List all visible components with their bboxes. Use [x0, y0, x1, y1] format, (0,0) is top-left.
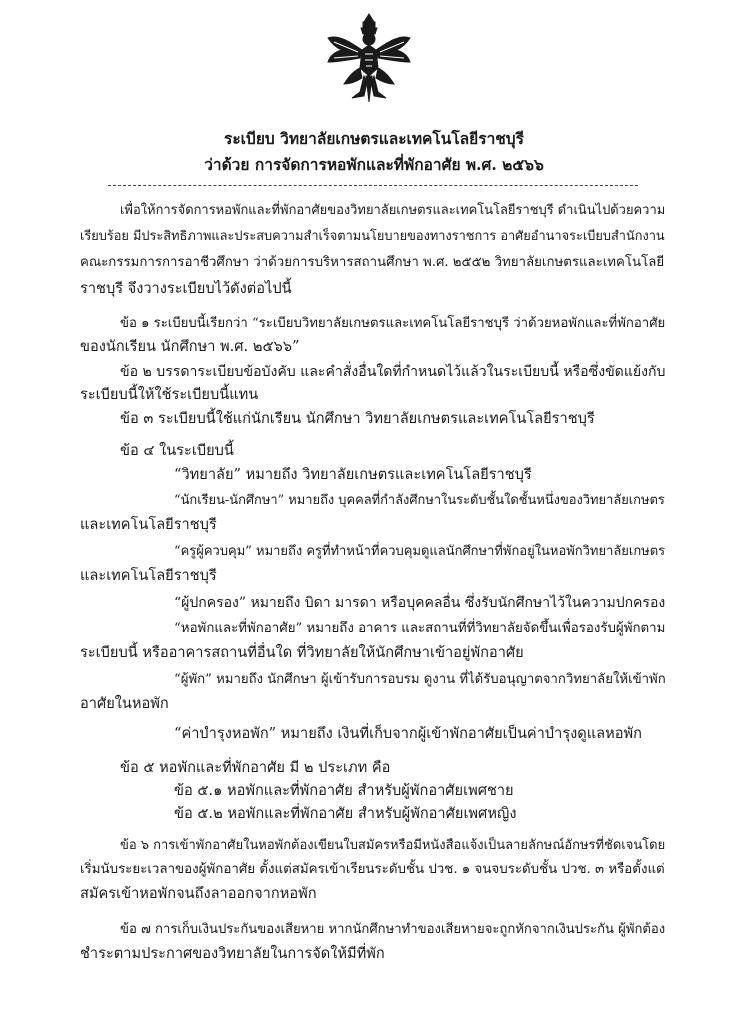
definition-line: “ผู้ปกครอง” หมายถึง บิดา มารดา หรือบุคคลอื่น ซึ่งรับนักศึกษาไว้ในความปกครอง	[174, 595, 666, 611]
definition-line: และเทคโนโลยีราชบุรี	[80, 516, 217, 533]
clause-5-item: ข้อ ๕.๑ หอพักและที่พักอาศัย สำหรับผู้พักอาศัยเพศชาย	[174, 782, 514, 799]
clause-5-heading: ข้อ ๕ หอพักและที่พักอาศัย มี ๒ ประเภท คือ	[120, 759, 391, 776]
definition-line: “ครูผู้ควบคุม” หมายถึง ครูที่ทำหน้าที่ควบคุมดูแลนักศึกษาที่พักอยู่ในหอพักวิทยาลัยเกษตร	[174, 544, 666, 559]
definition-line: และเทคโนโลยีราชบุรี	[80, 567, 217, 584]
definition-line: “ผู้พัก” หมายถึง นักศึกษา ผู้เข้ารับการอบรม ดูงาน ที่ได้รับอนุญาตจากวิทยาลัยให้เข้าพัก	[174, 672, 666, 687]
clause-5-item: ข้อ ๕.๒ หอพักและที่พักอาศัย สำหรับผู้พักอาศัยเพศหญิง	[174, 805, 517, 822]
preamble-line: เรียบร้อย มีประสิทธิภาพและประสบความสำเร็จตามนโยบายของทางราชการ อาศัยอำนาจระเบียบสำนักงาน	[80, 229, 665, 244]
garuda-emblem-icon	[324, 12, 414, 104]
preamble-line: ราชบุรี จึงวางระเบียบไว้ดังต่อไปนี้	[80, 280, 292, 297]
definition-line: อาศัยในหอพัก	[80, 695, 169, 712]
definition-line: “ค่าบำรุงหอพัก” หมายถึง เงินที่เก็บจากผู้เข้าพักอาศัยเป็นค่าบำรุงดูแลหอพัก	[174, 725, 642, 742]
preamble-line: เพื่อให้การจัดการหอพักและที่พักอาศัยของวิทยาลัยเกษตรและเทคโนโลยีราชบุรี ดำเนินไปด้วยความ	[120, 203, 666, 218]
definition-line: “วิทยาลัย” หมายถึง วิทยาลัยเกษตรและเทคโนโลยีราชบุรี	[174, 466, 532, 483]
definition-line: “นักเรียน-นักศึกษา” หมายถึง บุคคลที่กำลังศึกษาในระดับชั้นใดชั้นหนึ่งของวิทยาลัยเกษตร	[174, 493, 665, 508]
definition-line: “หอพักและที่พักอาศัย” หมายถึง อาคาร และสถานที่ที่วิทยาลัยจัดขึ้นเพื่อรองรับผู้พักตาม	[174, 621, 666, 636]
clause-1-line: ข้อ ๑ ระเบียบนี้เรียกว่า “ระเบียบวิทยาลัยเกษตรและเทคโนโลยีราชบุรี ว่าด้วยหอพักและที่พักอาศัย	[120, 316, 666, 331]
regulation-subtitle: ว่าด้วย การจัดการหอพักและที่พักอาศัย พ.ศ. ๒๕๖๖	[204, 155, 544, 174]
clause-2-line: ข้อ ๒ บรรดาระเบียบข้อบังคับ และคำสั่งอื่นใดที่กำหนดไว้แล้วในระเบียบนี้ หรือซึ่งขัดแย้งกับ	[120, 364, 666, 380]
clause-6-line: เริ่มนับระยะเวลาของผู้พักอาศัย ตั้งแต่สมัครเข้าเรียนระดับชั้น ปวช. ๑ จนจบระดับชั้น ปวช. ๓ หรือตั้งแต่	[80, 862, 665, 877]
regulation-title: ระเบียบ วิทยาลัยเกษตรและเทคโนโลยีราชบุรี	[224, 129, 524, 148]
clause-1-line: ของนักเรียน นักศึกษา พ.ศ. ๒๕๖๖”	[80, 338, 300, 355]
clause-3-line: ข้อ ๓ ระเบียบนี้ใช้แก่นักเรียน นักศึกษา วิทยาลัยเกษตรและเทคโนโลยีราชบุรี	[120, 410, 595, 427]
definition-line: ระเบียบนี้ หรืออาคารสถานที่อื่นใด ที่วิทยาลัยให้นักศึกษาเข้าอยู่พักอาศัย	[80, 644, 524, 661]
clause-2-line: ระเบียบนี้ให้ใช้ระเบียบนี้แทน	[80, 386, 259, 403]
clause-4-heading: ข้อ ๔ ในระเบียบนี้	[120, 442, 234, 459]
divider-rule	[108, 185, 638, 186]
preamble-line: คณะกรรมการการอาชีวศึกษา ว่าด้วยการบริหารสถานศึกษา พ.ศ. ๒๕๕๒ วิทยาลัยเกษตรและเทคโนโลยี	[80, 255, 665, 270]
clause-6-line: สมัครเข้าหอพักจนถึงลาออกจากหอพัก	[80, 885, 317, 902]
clause-6-line: ข้อ ๖ การเข้าพักอาศัยในหอพักต้องเขียนใบสมัครหรือมีหนังสือแจ้งเป็นลายลักษณ์อักษรที่ชัดเจนโดย	[120, 838, 666, 853]
clause-7-line: ชำระตามประกาศของวิทยาลัยในการจัดให้มีที่พัก	[80, 945, 385, 962]
clause-7-line: ข้อ ๗ การเก็บเงินประกันของเสียหาย หากนักศึกษาทำของเสียหายจะถูกหักจากเงินประกัน ผู้พักต้อง	[120, 922, 666, 937]
